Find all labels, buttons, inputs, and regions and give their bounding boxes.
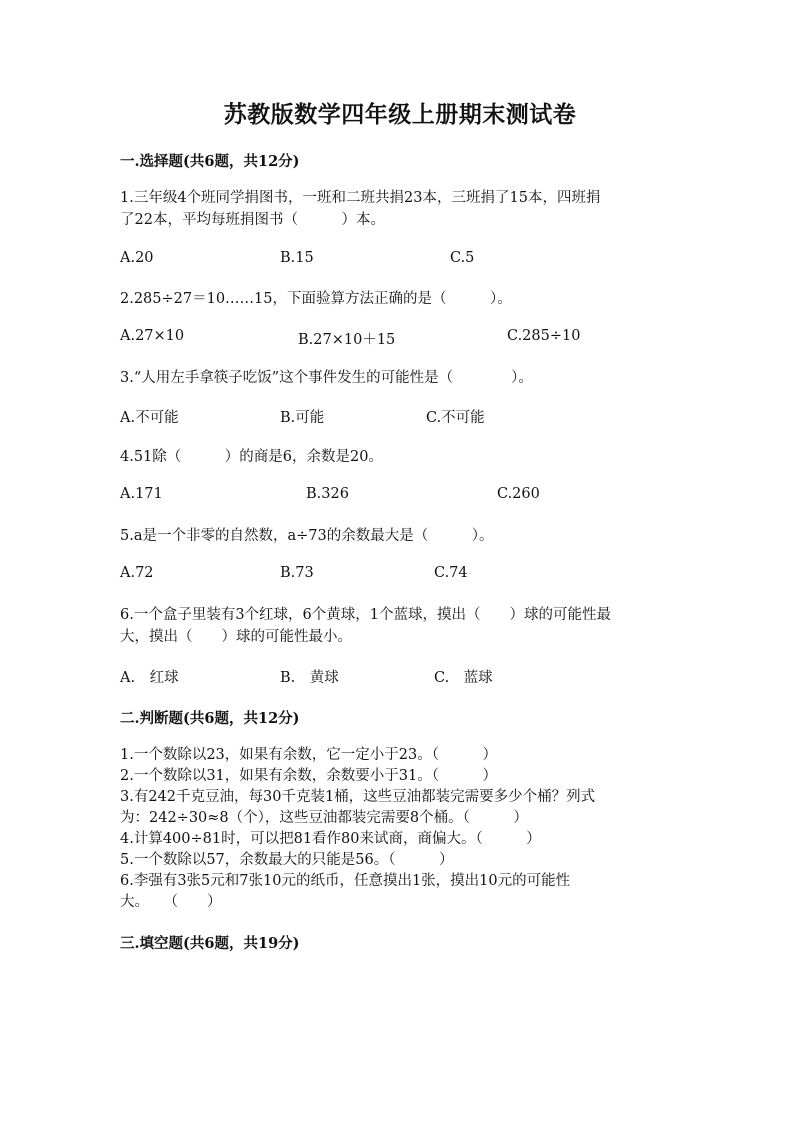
judgement-item: 6.李强有3张5元和7张10元的纸币，任意摸出1张，摸出10元的可能性: [120, 873, 571, 889]
option-a: A.不可能: [120, 410, 179, 426]
judgement-item: 为：242÷30≈8（个），这些豆油都装完需要8个桶。（ ）: [120, 810, 528, 826]
option-b: B.73: [280, 565, 314, 581]
option-a: A.72: [120, 565, 154, 581]
question-5: [120, 525, 690, 547]
option-b: B.可能: [280, 410, 325, 426]
question-text: 1.三年级4个班同学捐图书，一班和二班共捐23本，三班捐了15本，四班捐: [120, 190, 601, 206]
judgement-item: 5.一个数除以57，余数最大的只能是56。（ ）: [120, 852, 454, 868]
question-3: [120, 367, 690, 389]
options-1: [120, 250, 690, 272]
section-title-judgement: 二.判断题(共6题，共12分): [120, 710, 300, 727]
question-text: 2.285÷27＝10……15，下面验算方法正确的是（ ）。: [120, 291, 512, 307]
options-2: [120, 328, 690, 350]
section-title-choice: 一.选择题(共6题，共12分): [120, 153, 300, 170]
judgement-item: 大。 （ ）: [120, 894, 222, 910]
option-c: C.74: [434, 565, 468, 581]
option-c: C.260: [497, 486, 540, 502]
question-text: 5.a是一个非零的自然数，a÷73的余数最大是（ ）。: [120, 528, 494, 544]
judgement-item: 1.一个数除以23，如果有余数，它一定小于23。（ ）: [120, 747, 497, 763]
option-a: A.171: [120, 486, 163, 502]
question-1: [120, 187, 690, 231]
option-a: A.20: [120, 250, 154, 266]
judgement-item: 3.有242千克豆油，每30千克装1桶，这些豆油都装完需要多少个桶？列式: [120, 789, 596, 805]
question-text: 了22本，平均每班捐图书（ ）本。: [120, 212, 385, 228]
options-5: [120, 565, 690, 587]
option-b: B.326: [306, 486, 349, 502]
option-c: C.5: [450, 250, 475, 266]
question-4: [120, 446, 690, 468]
option-c: C. 蓝球: [434, 670, 493, 686]
judgement-list: [120, 745, 680, 913]
option-b: B.27×10＋15: [298, 332, 396, 348]
question-text: 大，摸出（ ）球的可能性最小。: [120, 629, 352, 645]
option-a: A.27×10: [120, 328, 185, 344]
question-text: 4.51除（ ）的商是6，余数是20。: [120, 449, 383, 465]
options-4: [120, 486, 690, 508]
option-c: C.不可能: [426, 410, 485, 426]
options-6: [120, 666, 690, 688]
option-b: B. 黄球: [280, 670, 339, 686]
question-6: [120, 604, 690, 648]
question-text: 3.“人用左手拿筷子吃饭”这个事件发生的可能性是（ ）。: [120, 370, 533, 386]
option-a: A. 红球: [120, 670, 179, 686]
option-b: B.15: [280, 250, 314, 266]
options-3: [120, 406, 690, 428]
judgement-item: 4.计算400÷81时，可以把81看作80来试商，商偏大。（ ）: [120, 831, 541, 847]
option-c: C.285÷10: [507, 328, 581, 344]
page-title: 苏教版数学四年级上册期末测试卷: [223, 101, 577, 128]
question-2: [120, 288, 690, 310]
section-title-fill-in: 三.填空题(共6题，共19分): [120, 935, 300, 952]
question-text: 6.一个盒子里装有3个红球，6个黄球，1个蓝球，摸出（ ）球的可能性最: [120, 607, 612, 623]
judgement-item: 2.一个数除以31，如果有余数，余数要小于31。（ ）: [120, 768, 497, 784]
